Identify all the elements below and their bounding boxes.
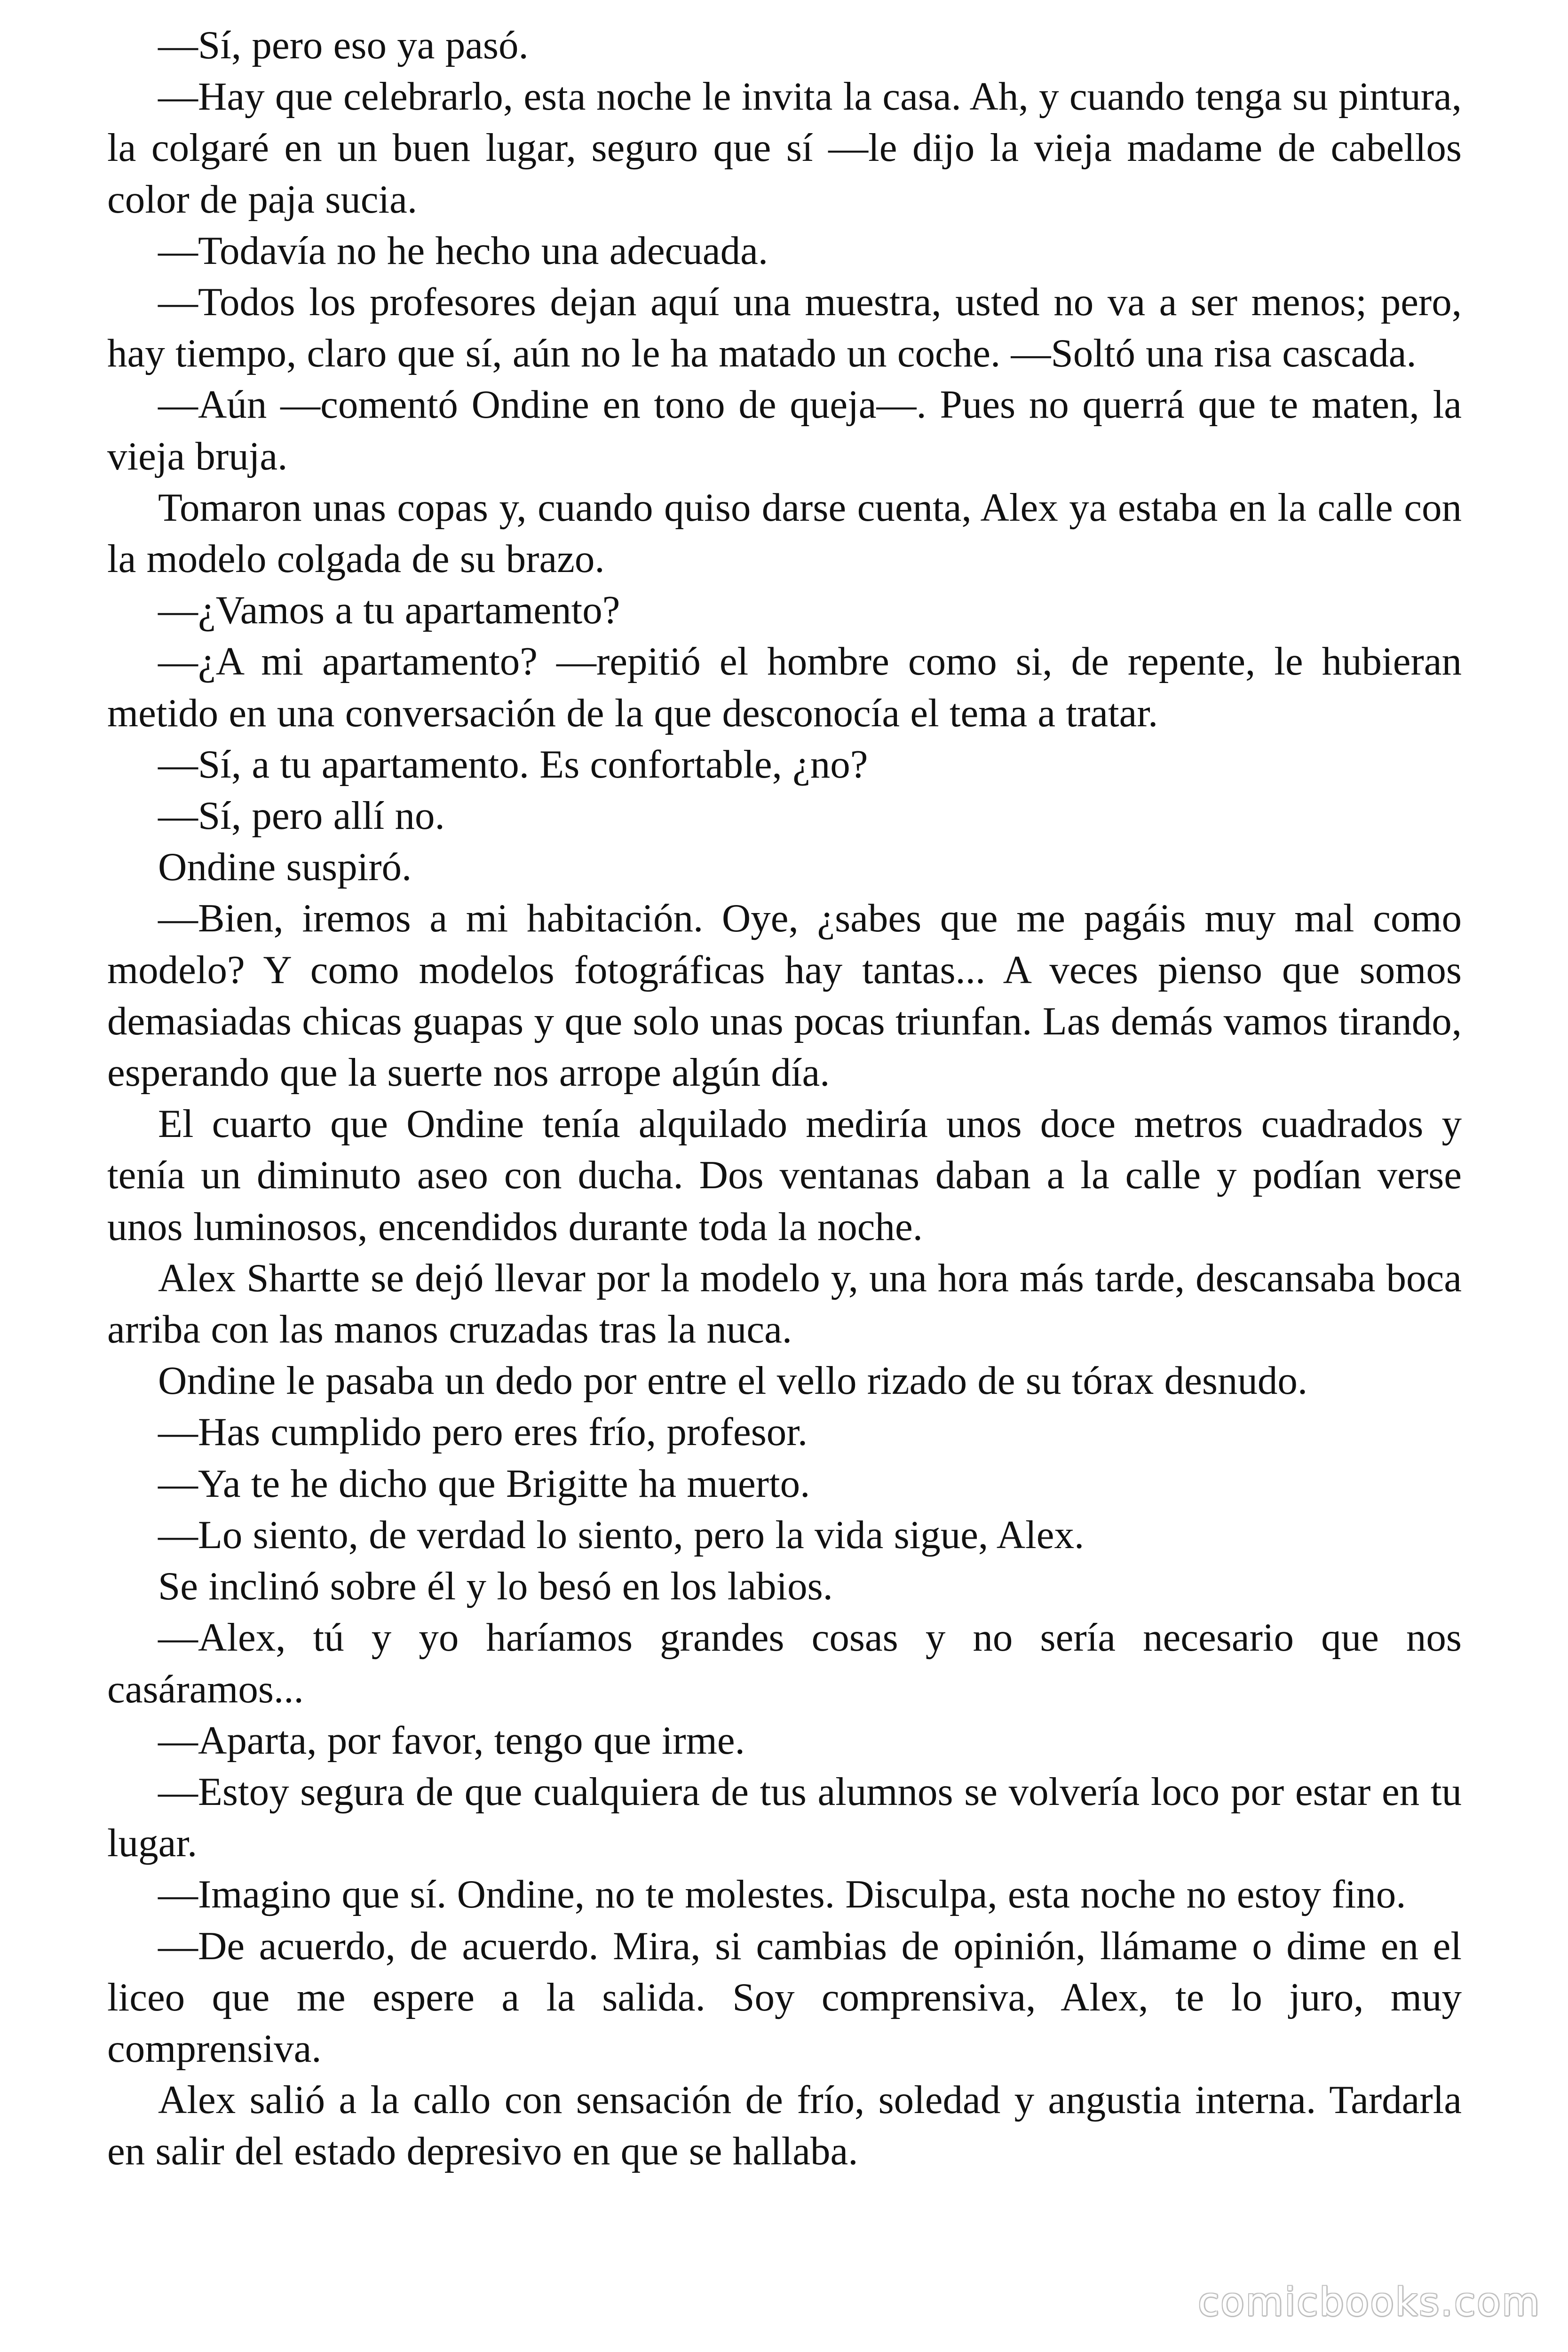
paragraph: Ondine le pasaba un dedo por entre el vello rizado de su tórax desnudo. xyxy=(158,1359,1308,1403)
paragraph: —De acuerdo, de acuerdo. Mira, si cambias de opinión, llámame o dime en el liceo que me espere a la salida. Soy comprensiva, Alex, te lo juro, muy comprensiva. xyxy=(107,1923,1462,2071)
paragraph: Se inclinó sobre él y lo besó en los labios. xyxy=(158,1564,833,1609)
paragraph: —Imagino que sí. Ondine, no te molestes. Disculpa, esta noche no estoy fino. xyxy=(158,1872,1406,1917)
paragraph: —Bien, iremos a mi habitación. Oye, ¿sabes que me pagáis muy mal como modelo? Y como modelos fotográficas hay tantas... A veces pienso que somos demasiadas chicas guapas y que solo unas pocas triunfan. Las demás vamos tirando, esperando que la suerte nos arrope algún día. xyxy=(107,896,1462,1095)
paragraph: —Lo siento, de verdad lo siento, pero la vida sigue, Alex. xyxy=(158,1512,1085,1557)
paragraph: —Ya te he dicho que Brigitte ha muerto. xyxy=(158,1461,810,1506)
paragraph: —Sí, a tu apartamento. Es confortable, ¿no? xyxy=(158,742,868,787)
paragraph: —Aparta, por favor, tengo que irme. xyxy=(158,1718,745,1763)
paragraph: —Hay que celebrarlo, esta noche le invita la casa. Ah, y cuando tenga su pintura, la colgaré en un buen lugar, seguro que sí —le dijo la vieja madame de cabellos color de paja sucia. xyxy=(107,74,1462,222)
paragraph: Tomaron unas copas y, cuando quiso darse cuenta, Alex ya estaba en la calle con la modelo colgada de su brazo. xyxy=(107,485,1462,581)
paragraph: El cuarto que Ondine tenía alquilado mediría unos doce metros cuadrados y tenía un diminuto aseo con ducha. Dos ventanas daban a la calle y podían verse unos luminosos, encendidos durante toda la noche. xyxy=(107,1102,1462,1249)
paragraph: Alex salió a la callo con sensación de frío, soledad y angustia interna. Tardarla en salir del estado depresivo en que se hallaba. xyxy=(107,2078,1462,2174)
paragraph: —Alex, tú y yo haríamos grandes cosas y no sería necesario que nos casáramos... xyxy=(107,1615,1462,1711)
paragraph: —Todos los profesores dejan aquí una muestra, usted no va a ser menos; pero, hay tiempo, claro que sí, aún no le ha matado un coche. —Soltó una risa cascada. xyxy=(107,280,1462,376)
paragraph: —Todavía no he hecho una adecuada. xyxy=(158,228,768,273)
paragraph: —Aún —comentó Ondine en tono de queja—. Pues no querrá que te maten, la vieja bruja. xyxy=(107,382,1462,478)
paragraph: Alex Shartte se dejó llevar por la modelo y, una hora más tarde, descansaba boca arriba con las manos cruzadas tras la nuca. xyxy=(107,1255,1462,1352)
paragraph: —Sí, pero eso ya pasó. xyxy=(158,23,529,67)
watermark: comicbooks.com xyxy=(1198,2280,1541,2325)
paragraph: —Estoy segura de que cualquiera de tus alumnos se volvería loco por estar en tu lugar. xyxy=(107,1769,1462,1866)
paragraph: —Sí, pero allí no. xyxy=(158,794,445,838)
paragraph: —¿Vamos a tu apartamento? xyxy=(158,588,620,633)
paragraph: —¿A mi apartamento? —repitió el hombre como si, de repente, le hubieran metido en una conversación de la que desconocía el tema a tratar. xyxy=(107,639,1462,735)
paragraph: Ondine suspiró. xyxy=(158,845,412,890)
page-body xyxy=(107,20,1462,2177)
paragraph: —Has cumplido pero eres frío, profesor. xyxy=(158,1410,808,1454)
